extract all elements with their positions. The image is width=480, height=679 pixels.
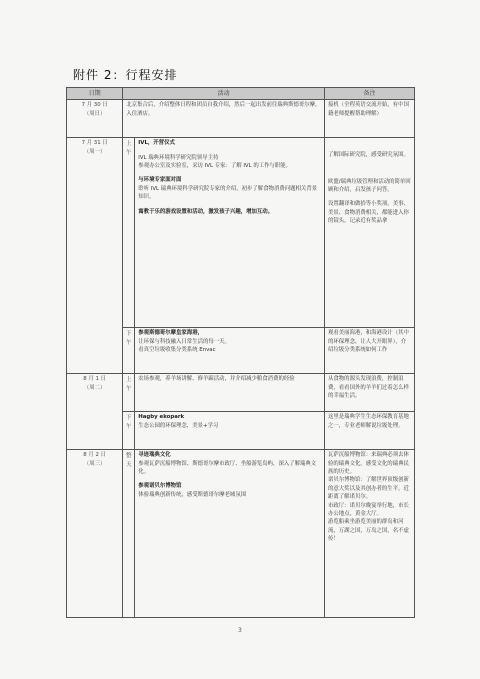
period-cell: 下午 bbox=[123, 412, 135, 450]
period-cell: 上午 bbox=[123, 138, 135, 328]
header-date: 日期 bbox=[67, 88, 123, 100]
weekday-text: （周日） bbox=[83, 110, 106, 117]
activity-text: 参观瓦萨沉船博物馆、斯德哥尔摩市政厅、坐船游览岛屿，深入了解瑞典文化。 bbox=[138, 460, 317, 476]
activity-heading: 寻迹瑞典文化 bbox=[138, 452, 171, 459]
activity-heading: 寓教于乐的游戏设置和活动，激发孩子兴趣，增加互动。 bbox=[138, 208, 274, 215]
activity-text: IVL 瑞典环境科学研究院领导主持 bbox=[138, 154, 219, 161]
itinerary-table bbox=[66, 87, 415, 618]
weekday-text: （周三） bbox=[83, 460, 106, 467]
date-text: 8 月 1 日 bbox=[83, 376, 107, 383]
header-activity: 活动 bbox=[123, 88, 325, 100]
table-row bbox=[67, 100, 415, 138]
activity-text: 生态公园的环保理念，美景+学习 bbox=[138, 422, 219, 429]
note-cell bbox=[325, 138, 415, 328]
activity-heading: 参观诺贝尔博物馆 bbox=[138, 483, 182, 490]
activity-text: 体验瑞典创新传统，感受斯德哥尔摩老城氛围 bbox=[138, 491, 247, 498]
note-text: 瓦萨沉船博物馆：来瑞典必须去体验的瑞典文化。感受文化的瑞典民族的历史。 bbox=[328, 452, 409, 476]
activity-heading: 参观斯德哥尔摩皇家海港， bbox=[138, 330, 203, 337]
activity-heading: 与环境专家面对面 bbox=[138, 177, 182, 184]
date-text: 8 月 2 日 bbox=[83, 452, 107, 459]
note-cell: 从食物的源头发现浪费，控制浪费，看看国外的羊羊们过着怎么样的幸福生活。 bbox=[325, 374, 415, 412]
activity-cell bbox=[135, 412, 325, 450]
note-text: 了解国际研究院，感受研究氛围。 bbox=[328, 152, 409, 159]
period-cell: 上午 bbox=[123, 374, 135, 412]
activity-cell bbox=[135, 138, 325, 328]
note-text: 诺贝尔博物馆：了解世界顶级创新的意大奖以及其创办者的生平，近距离了解诺贝尔。 bbox=[328, 477, 409, 501]
activity-cell bbox=[135, 328, 325, 374]
note-text: 欧盟/瑞典垃圾管理和活动的简单回顾和介绍，启发孩子问答。 bbox=[328, 178, 411, 194]
table-row bbox=[67, 374, 415, 412]
note-cell: 接机（全程英语交流开始，有中国籍老师提醒帮助理解） bbox=[325, 100, 415, 138]
table-row bbox=[67, 138, 415, 328]
note-text: 游览船乘坐游览美丽的群岛和河流，万湖之国，万岛之国，名不虚传！ bbox=[328, 519, 409, 543]
page-number: 3 bbox=[238, 627, 242, 634]
weekday-text: （周二） bbox=[83, 384, 106, 391]
activity-text: 聆听 IVL 瑞典环境科学研究院专家的介绍，初步了解食物消费问题相关背景知识。 bbox=[138, 185, 318, 201]
date-cell bbox=[67, 374, 123, 450]
page-title: 附件 2：行程安排 bbox=[73, 68, 178, 82]
activity-heading: IVL，开营仪式 bbox=[138, 140, 175, 147]
weekday-text: （周一） bbox=[83, 148, 106, 155]
date-text: 7 月 30 日 bbox=[81, 102, 108, 109]
date-cell bbox=[67, 100, 123, 138]
activity-cell: 北京集合后，介绍整体日程和团员自我介绍，然后一起出发前往瑞典斯德哥尔摩，入住酒店。 bbox=[123, 100, 325, 138]
period-cell: 整天 bbox=[123, 450, 135, 618]
header-note: 备注 bbox=[325, 88, 415, 100]
date-cell bbox=[67, 450, 123, 618]
note-text: 市政厅：诺贝尔晚宴举行地，市长办公地点，黄金大厅。 bbox=[328, 502, 409, 517]
note-cell bbox=[325, 450, 415, 618]
date-text: 7 月 31 日 bbox=[81, 140, 108, 147]
table-header-row bbox=[67, 88, 415, 100]
activity-text: 看真空垃圾收集分类系统 Envac bbox=[138, 347, 216, 354]
note-cell: 这里是瑞典学生生态环保教育基地之一，专业老师解说垃圾处理。 bbox=[325, 412, 415, 450]
activity-text: 让环保与科技融入日常生活的每一天。 bbox=[138, 338, 230, 345]
activity-cell: 农场参观，养羊场讲解、修羊蹄活动，并介绍减少粮食消费的经验 bbox=[135, 374, 325, 412]
table-row bbox=[67, 450, 415, 618]
activity-text: 参观办公室及实验室，采访 IVL 专家：了解 IVL 的工作与职能。 bbox=[138, 163, 292, 170]
date-cell bbox=[67, 138, 123, 374]
period-cell: 下午 bbox=[123, 328, 135, 374]
note-cell: 观看美丽海港，和海港设计（其中的环保理念，让人大开眼界），介绍垃圾分类系统如何工作 bbox=[325, 328, 415, 374]
note-text: 设置翻译和做拾等小奖项。美事、美景、食物消费相关，都能进入你的镜头，记录近有奖品拿 bbox=[328, 201, 409, 225]
activity-cell bbox=[135, 450, 325, 618]
activity-heading: Hagby ekopark bbox=[138, 414, 185, 421]
